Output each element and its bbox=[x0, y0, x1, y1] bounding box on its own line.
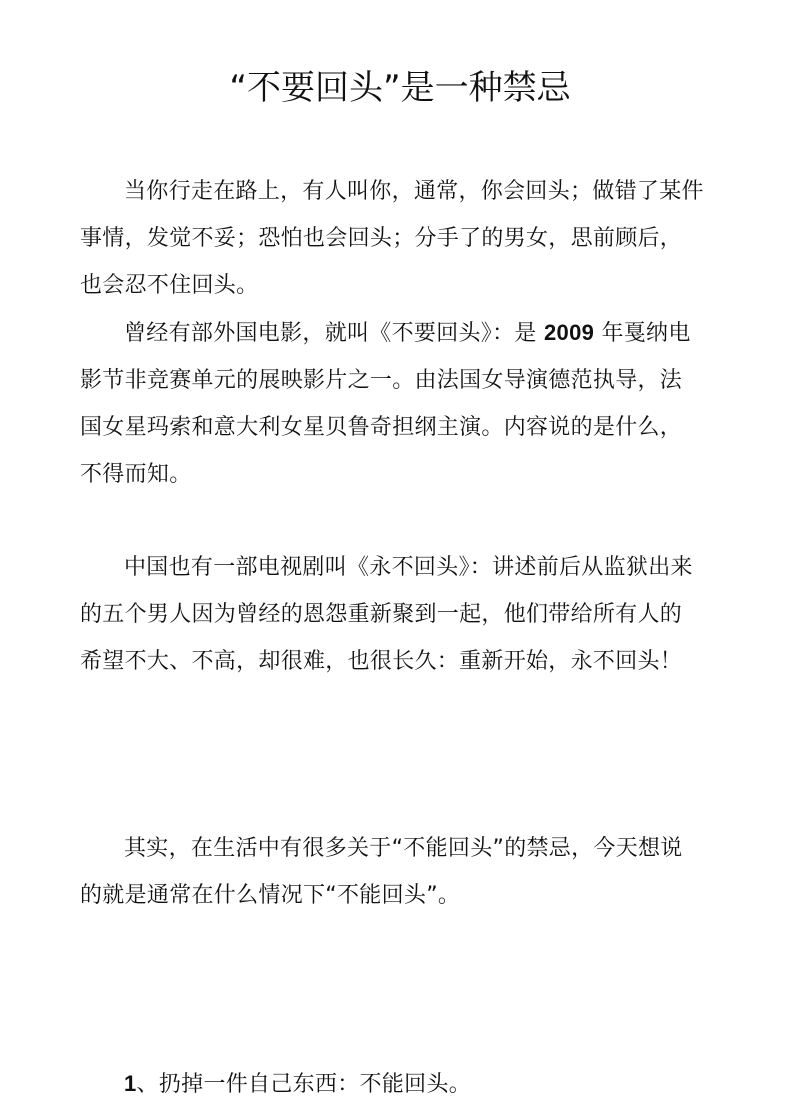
paragraph-4: 其实，在生活中有很多关于“不能回头”的禁忌，今天想说的就是通常在什么情况下“不能回头”。 bbox=[80, 836, 683, 908]
list-item-text: 、扔掉一件自己东西：不能回头。 bbox=[136, 1072, 472, 1097]
paragraph-1: 当你行走在路上，有人叫你，通常，你会回头；做错了某件事情，发觉不妥；恐怕也会回头；分手了的男女，思前顾后，也会忍不住回头。 bbox=[80, 179, 704, 298]
list-item-1 bbox=[80, 1060, 704, 1108]
paragraph-2 bbox=[80, 309, 704, 498]
paragraph-3: 中国也有一部电视剧叫《永不回头》：讲述前后从监狱出来的五个男人因为曾经的恩怨重新聚到一起，他们带给所有人的希望不大、不高，却很难，也很长久：重新开始，永不回头！ bbox=[80, 555, 693, 674]
paragraph-2-text-end: 年戛纳电影节非竞赛单元的展映影片之一。由法国女导演德范执导，法国女星玛索和意大利女星贝鲁奇担纲主演。内容说的是什么，不得而知。 bbox=[80, 321, 691, 487]
list-item-number: 1 bbox=[124, 1071, 137, 1096]
paragraph-2-text-start: 曾经有部外国电影，就叫《不要回头》：是 bbox=[124, 321, 544, 346]
document-title: “不要回头”是一种禁忌 bbox=[229, 68, 571, 108]
paragraph-2-year: 2009 bbox=[544, 320, 595, 345]
